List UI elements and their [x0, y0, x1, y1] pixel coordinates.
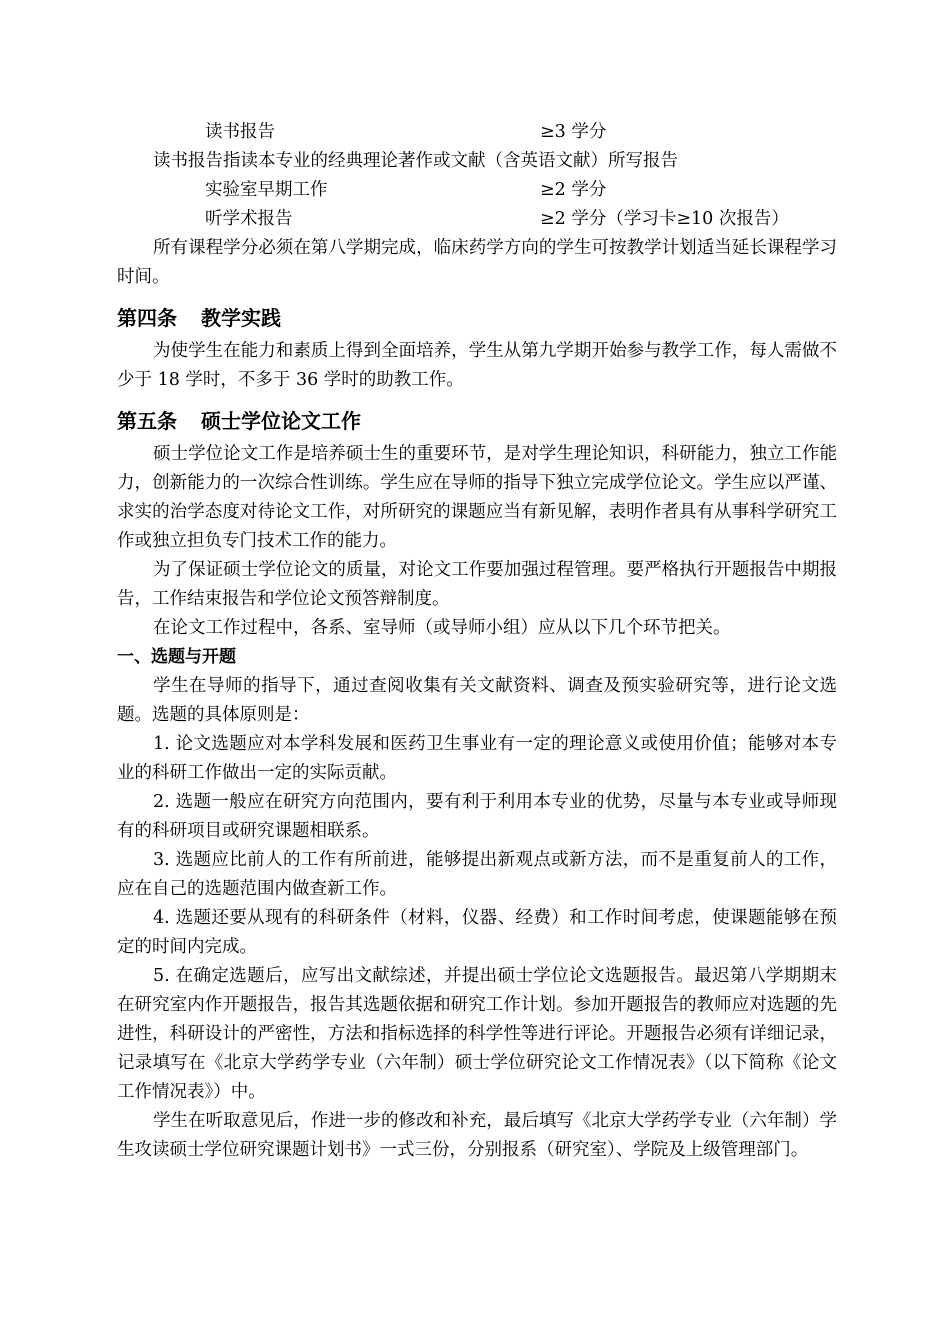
subsection-intro: 学生在导师的指导下，通过查阅收集有关文献资料、调查及预实验研究等，进行论文选题。选题的具体原则是：: [117, 676, 837, 725]
reading-report-note: 读书报告指读本专业的经典理论著作或文献（含英语文献）所写报告: [153, 151, 678, 171]
credit-label: 听学术报告: [205, 209, 293, 229]
credit-label: 读书报告: [205, 122, 275, 142]
section-5-paragraph: 为了保证硕士学位论文的质量，对论文工作要加强过程管理。要严格执行开题报告中期报告，工作结束报告和学位论文预答辩制度。: [117, 560, 837, 609]
section-5-heading: [117, 407, 837, 436]
subsection-closing: 学生在听取意见后，作进一步的修改和补充，最后填写《北京大学药学专业（六年制）学生攻读硕士学位研究课题计划书》一式三份，分别报系（研究室）、学院及上级管理部门。: [117, 1111, 837, 1160]
section-4-heading: [117, 304, 837, 333]
credit-label: 实验室早期工作: [205, 180, 328, 200]
principle-item: 1. 论文选题应对本学科发展和医药卫生事业有一定的理论意义或使用价值；能够对本专业的科研工作做出一定的实际贡献。: [117, 734, 837, 783]
credit-row-reading-report: [117, 118, 837, 147]
subsection-heading: 一、选题与开题: [117, 647, 236, 667]
principle-item: 5. 在确定选题后，应写出文献综述，并提出硕士学位论文选题报告。最迟第八学期期末在研究室内作开题报告，报告其选题依据和研究工作计划。参加开题报告的教师应对选题的先进性，科研设计的严密性，方法和指标选择的科学性等进行评论。开题报告必须有详细记录，记录填写在《北京大学药学专业（六年制）硕士学位研究论文工作情况表》（以下简称《论文工作情况表》）中。: [117, 966, 837, 1102]
section-number: 第四条: [117, 306, 177, 330]
credit-row-lab-work: [117, 176, 837, 205]
credit-value: ≥3 学分: [540, 122, 607, 142]
section-4-body: 为使学生在能力和素质上得到全面培养，学生从第九学期开始参与教学工作，每人需做不少于 18 学时，不多于 36 学时的助教工作。: [117, 341, 837, 390]
section-5-paragraph: 硕士学位论文工作是培养硕士生的重要环节，是对学生理论知识，科研能力，独立工作能力，创新能力的一次综合性训练。学生应在导师的指导下独立完成学位论文。学生应以严谨、求实的治学态度对待论文工作，对所研究的课题应当有新见解，表明作者具有从事科学研究工作或独立担负专门技术工作的能力。: [117, 444, 837, 551]
principle-item: 3. 选题应比前人的工作有所前进，能够提出新观点或新方法，而不是重复前人的工作，应在自己的选题范围内做查新工作。: [117, 850, 837, 899]
section-title: 硕士学位论文工作: [201, 409, 361, 433]
credits-note: 所有课程学分必须在第八学期完成，临床药学方向的学生可按教学计划适当延长课程学习时间。: [117, 238, 837, 287]
section-title: 教学实践: [201, 306, 281, 330]
credit-value: ≥2 学分（学习卡≥10 次报告）: [540, 209, 789, 229]
section-number: 第五条: [117, 409, 177, 433]
credit-row-lectures: [117, 205, 837, 234]
document-page: [117, 118, 837, 1165]
principle-item: 2. 选题一般应在研究方向范围内，要有利于利用本专业的优势，尽量与本专业或导师现有的科研项目或研究课题相联系。: [117, 792, 837, 841]
principle-item: 4. 选题还要从现有的科研条件（材料，仪器、经费）和工作时间考虑，使课题能够在预定的时间内完成。: [117, 908, 837, 957]
credit-value: ≥2 学分: [540, 180, 607, 200]
section-5-paragraph: 在论文工作过程中，各系、室导师（或导师小组）应从以下几个环节把关。: [153, 618, 731, 638]
